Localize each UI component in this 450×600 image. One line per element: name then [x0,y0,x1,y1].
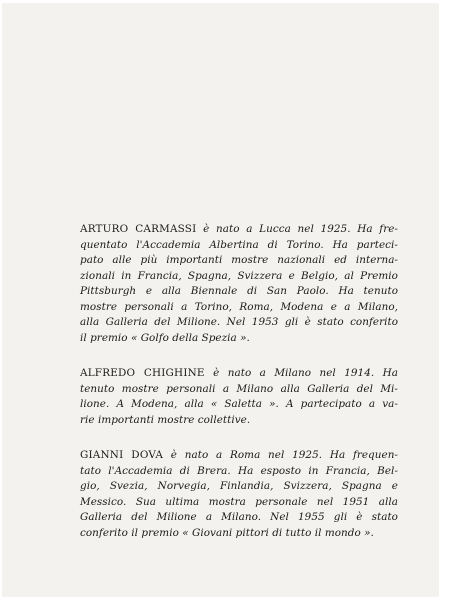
bio-line: tenuto mostre personali a Milano alla Galleria del Mi- [80,382,398,395]
artist-biographies [80,222,398,561]
bio-line: GIANNI DOVA è nato a Roma nel 1925. Ha frequen- [80,449,398,461]
bio-line: alla Galleria del Milione. Nel 1953 gli è stato conferito [80,316,398,328]
bio-line: pato alle più importanti mostre nazionali ed interna- [80,254,398,266]
bio-line: Messico. Sua ultima mostra personale nel 1951 alla [80,495,398,508]
bio-line: conferito il premio « Giovani pittori di tutto il mondo ». [80,526,374,539]
artist-name: ARTURO CARMASSI [80,223,197,235]
bio-line: Pittsburgh e alla Biennale di San Paolo. Ha tenuto [80,285,398,297]
bio-carmassi [80,222,398,346]
bio-line: tato l'Accademia di Brera. Ha esposto in Francia, Bel- [80,464,398,477]
artist-name: ALFREDO CHIGHINE [80,367,205,379]
bio-line: zionali in Francia, Spagna, Svizzera e Belgio, al Premio [80,269,398,282]
page-margin [439,0,450,600]
artist-name: GIANNI DOVA [80,449,164,461]
bio-line: ARTURO CARMASSI è nato a Lucca nel 1925. Ha fre- [80,223,398,235]
bio-line: ALFREDO CHIGHINE è nato a Milano nel 1914. Ha [80,367,398,379]
bio-line: lione. A Modena, alla « Saletta ». A partecipato a va- [80,398,398,410]
bio-line: quentato l'Accademia Albertina di Torino. Ha parteci- [80,238,398,251]
bio-line: gio, Svezia, Norvegia, Finlandia, Svizzera, Spagna e [80,480,398,492]
bio-line: mostre personali a Torino, Roma, Modena e a Milano, [80,300,398,313]
bio-line: rie importanti mostre collettive. [80,413,251,426]
bio-line: Galleria del Milione a Milano. Nel 1955 gli è stato [80,511,398,523]
bio-line: il premio « Golfo della Spezia ». [80,331,250,344]
bio-chighine [80,366,398,428]
bio-dova [80,448,398,541]
